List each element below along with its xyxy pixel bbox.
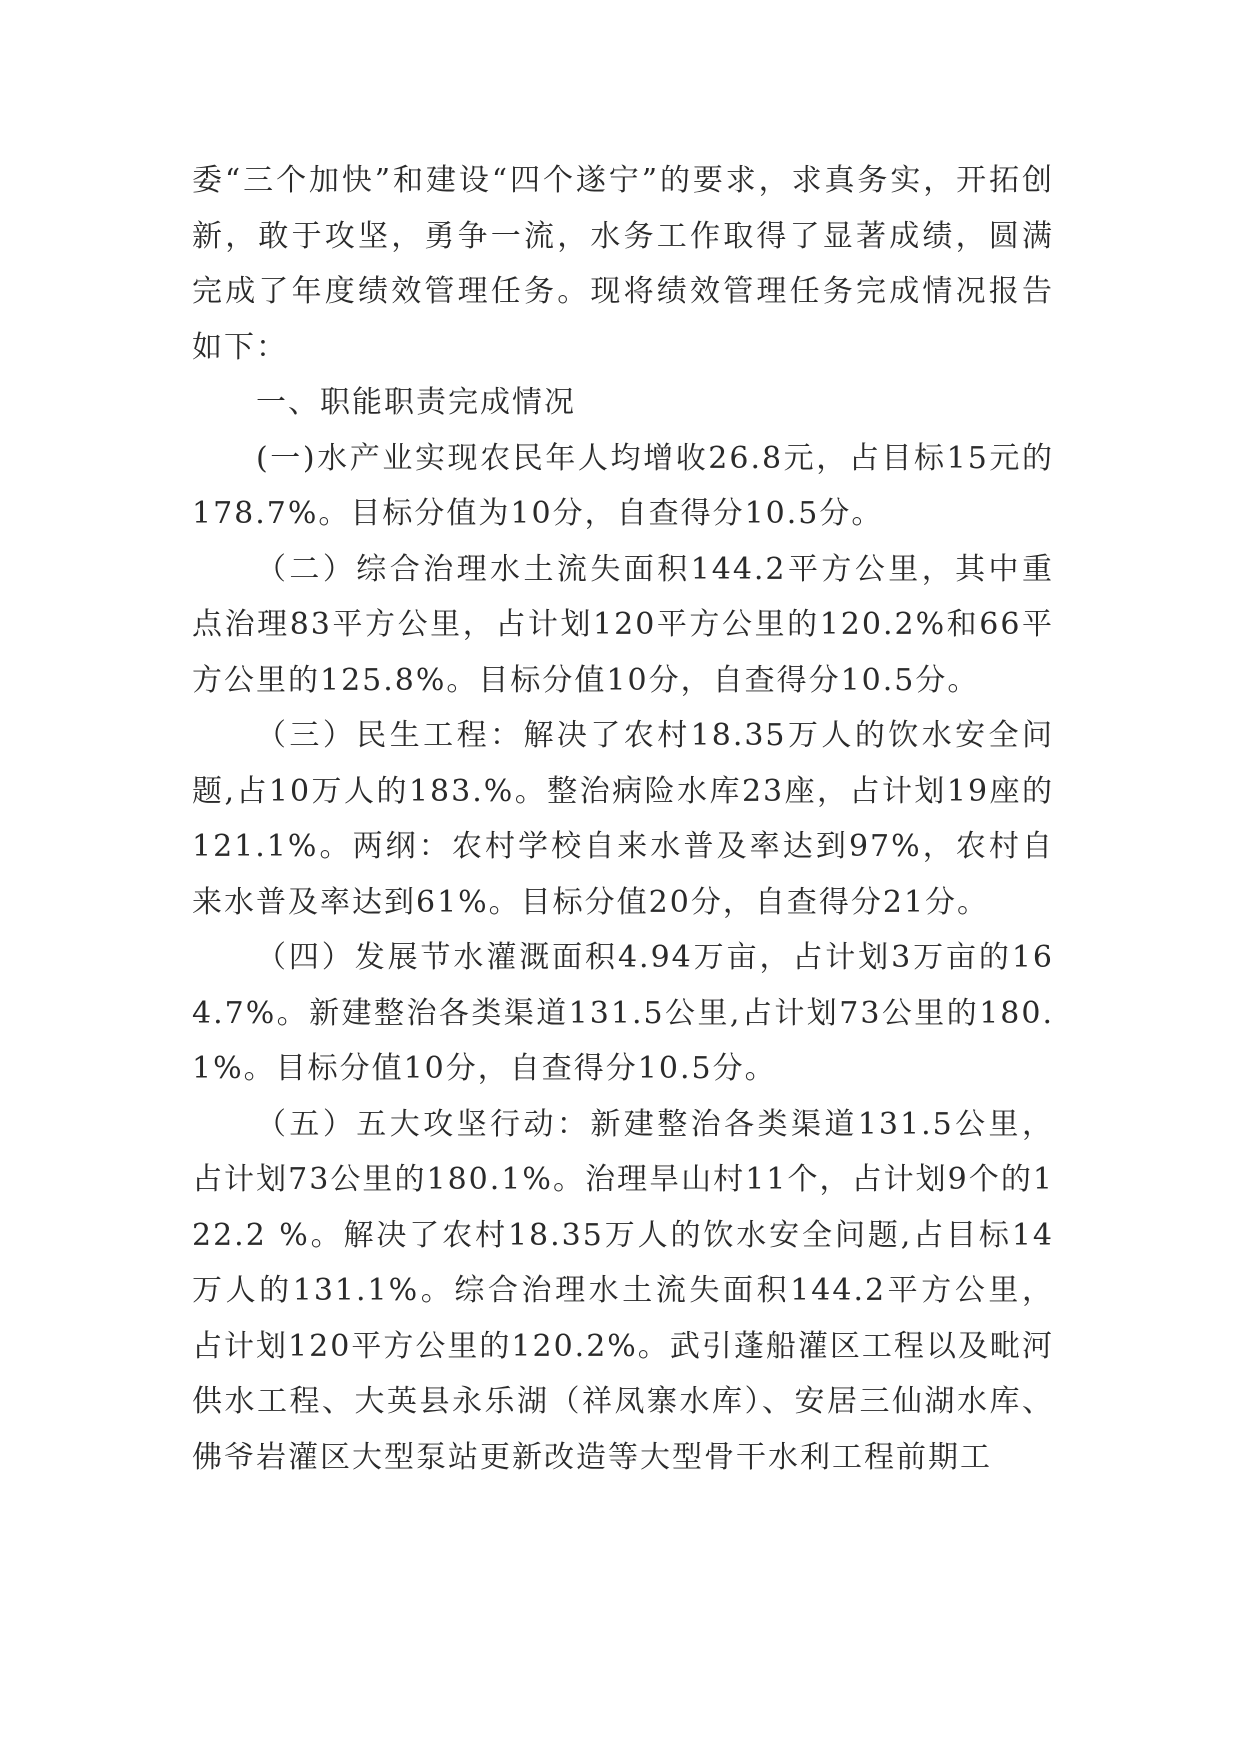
paragraph-item-5: （五）五大攻坚行动：新建整治各类渠道131.5公里，占计划73公里的180.1%。治理旱山村11个，占计划9个的122.2 %。解决了农村18.35万人的饮水安全问题,占目标14万人的131.1%。综合治理水土流失面积144.2平方公里，占计划120平方公里的120.2%。武引蓬船灌区工程以及毗河供水工程、大英县永乐湖（祥凤寨水库）、安居三仙湖水库、佛爷岩灌区大型泵站更新改造等大型骨干水利工程前期工 bbox=[192, 1106, 1054, 1475]
paragraph-intro: 委“三个加快”和建设“四个遂宁”的要求，求真务实，开拓创新，敢于攻坚，勇争一流，水务工作取得了显著成绩，圆满完成了年度绩效管理任务。现将绩效管理任务完成情况报告如下： bbox=[192, 163, 1054, 365]
section-heading: 一、职能职责完成情况 bbox=[256, 385, 576, 420]
paragraph-item-1: (一)水产业实现农民年人均增收26.8元，占目标15元的178.7%。目标分值为10分，自查得分10.5分。 bbox=[192, 440, 1054, 531]
paragraph-item-2: （二）综合治理水土流失面积144.2平方公里，其中重点治理83平方公里，占计划120平方公里的120.2%和66平方公里的125.8%。目标分值10分，自查得分10.5分。 bbox=[192, 551, 1054, 698]
paragraph-item-4: （四）发展节水灌溉面积4.94万亩，占计划3万亩的164.7%。新建整治各类渠道131.5公里,占计划73公里的180.1%。目标分值10分，自查得分10.5分。 bbox=[192, 940, 1054, 1086]
document-body bbox=[192, 153, 1054, 1485]
paragraph-item-3: （三）民生工程：解决了农村18.35万人的饮水安全问题,占10万人的183.%。整治病险水库23座，占计划19座的121.1%。两纲：农村学校自来水普及率达到97%，农村自来水普及率达到61%。目标分值20分，自查得分21分。 bbox=[192, 718, 1054, 920]
